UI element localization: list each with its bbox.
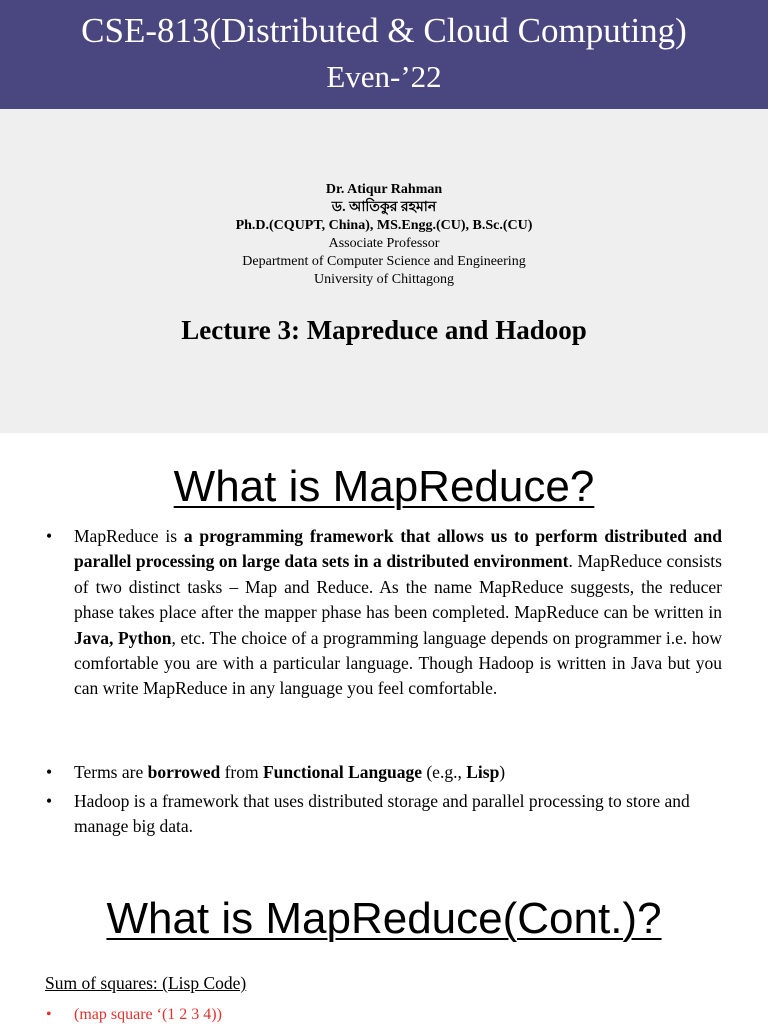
course-term: Even-’22 <box>326 59 442 94</box>
bullet-text: , etc. The choice of a programming language depends on programmer i.e. how comfortable you are with a particular language. Though Hadoop is written in Java but you can write MapReduce in any language you feel comfortable. <box>74 627 723 699</box>
bullet-text: Terms are <box>74 762 148 782</box>
bullet-text: (e.g., <box>421 762 467 782</box>
lecture-title: Lecture 3: Mapreduce and Hadoop <box>181 315 587 345</box>
slide-heading <box>0 462 768 512</box>
bullet-dot-icon: • <box>46 762 53 782</box>
bullet-bold-text: Lisp <box>466 762 500 782</box>
author-university: University of Chittagong <box>314 272 454 287</box>
code-subheading: Sum of squares: (Lisp Code) <box>45 973 247 993</box>
bullet-text: Hadoop is a framework that uses distributed storage and parallel processing to store and manage big data. <box>74 791 690 837</box>
bullet-text: from <box>220 762 263 782</box>
bullet-text: ) <box>499 762 506 782</box>
course-title: CSE-813(Distributed & Cloud Computing) <box>81 11 687 50</box>
author-degrees: Ph.D.(CQUPT, China), MS.Engg.(CU), B.Sc.(CU) <box>235 218 533 233</box>
bullet-text: MapReduce is <box>74 526 184 546</box>
bullet-bold-text: borrowed <box>147 762 221 782</box>
slide-heading-cont-text: What is MapReduce(Cont.)? <box>106 894 662 943</box>
bullet-item-hadoop <box>46 789 722 840</box>
slide-heading-text: What is MapReduce? <box>173 462 595 511</box>
course-header <box>0 0 768 109</box>
bullet-dot-icon: • <box>46 526 53 546</box>
bullet-bold-text: a programming framework that allows us to perform distributed and parallel processing on large data sets in a distributed environment <box>74 526 722 572</box>
author-position: Associate Professor <box>328 236 440 251</box>
author-department: Department of Computer Science and Engineering <box>242 254 526 269</box>
lisp-code-text: (map square ‘(1 2 3 4)) <box>74 1006 222 1023</box>
bullet-dot-icon: • <box>46 1006 52 1023</box>
author-name-bangla: ড. আতিকুর রহমান <box>331 200 437 215</box>
bullet-bold-text: Functional Language <box>262 762 422 782</box>
bullet-item-terms <box>46 760 722 785</box>
slide-heading-cont <box>0 894 768 944</box>
bullet-bold-text: Java, Python <box>74 627 172 648</box>
bullet-dot-icon: • <box>46 791 53 811</box>
lisp-code-line <box>46 1003 222 1027</box>
title-slide <box>0 109 768 433</box>
bullet-text: . MapReduce consists of two distinct tasks – Map and Reduce. As the name MapReduce suggests, the reducer phase takes place after the mapper phase has been completed. MapReduce can be written in <box>74 551 722 623</box>
bullet-item-definition <box>46 524 723 702</box>
author-name: Dr. Atiqur Rahman <box>325 182 443 197</box>
